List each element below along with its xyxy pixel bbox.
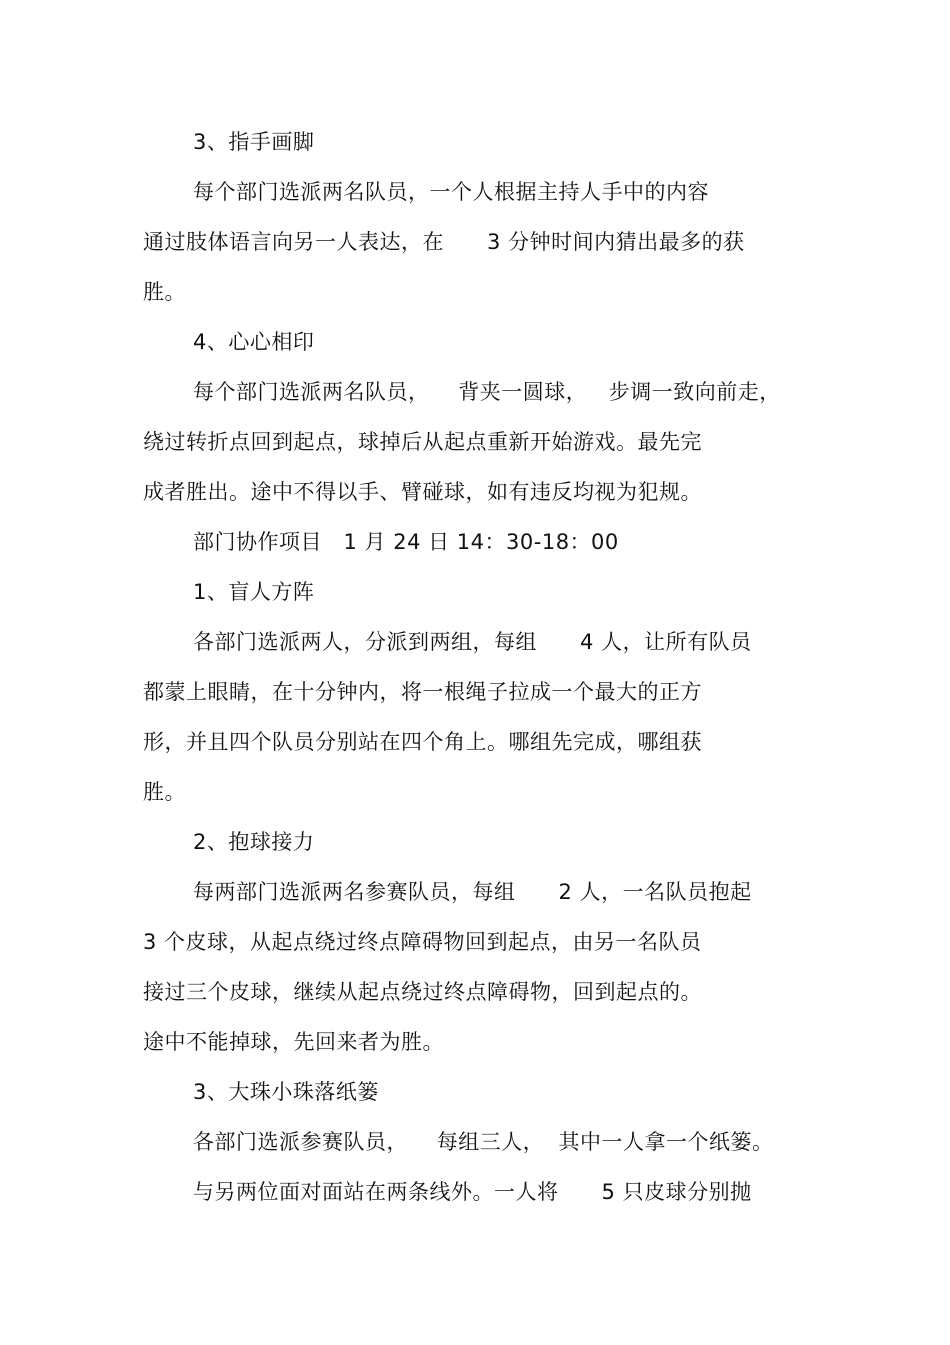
paragraph-line: 各部门选派两人，分派到两组，每组 4 人，让所有队员	[193, 630, 752, 654]
section-title: 3、大珠小珠落纸篓	[193, 1080, 379, 1104]
paragraph-line: 胜。	[143, 780, 186, 804]
section-heading: 部门协作项目 1 月 24 日 14：30-18：00	[193, 530, 619, 554]
paragraph-line: 成者胜出。途中不得以手、臂碰球，如有违反均视为犯规。	[143, 480, 702, 504]
paragraph-line: 都蒙上眼睛，在十分钟内，将一根绳子拉成一个最大的正方	[143, 680, 702, 704]
paragraph-line: 每个部门选派两名队员，一个人根据主持人手中的内容	[193, 180, 709, 204]
paragraph-line: 胜。	[143, 280, 186, 304]
section-title: 2、抱球接力	[193, 830, 315, 854]
paragraph-line: 形，并且四个队员分别站在四个角上。哪组先完成，哪组获	[143, 730, 702, 754]
paragraph-line: 绕过转折点回到起点，球掉后从起点重新开始游戏。最先完	[143, 430, 702, 454]
paragraph-line: 与另两位面对面站在两条线外。一人将 5 只皮球分别抛	[193, 1180, 752, 1204]
paragraph-line: 每个部门选派两名队员， 背夹一圆球， 步调一致向前走，	[193, 380, 781, 404]
paragraph-line: 每两部门选派两名参赛队员，每组 2 人，一名队员抱起	[193, 880, 752, 904]
paragraph-line: 接过三个皮球，继续从起点绕过终点障碍物，回到起点的。	[143, 980, 702, 1004]
paragraph-line: 途中不能掉球，先回来者为胜。	[143, 1030, 444, 1054]
paragraph-line: 各部门选派参赛队员， 每组三人， 其中一人拿一个纸篓。	[193, 1130, 774, 1154]
section-title: 3、指手画脚	[193, 130, 315, 154]
section-title: 4、心心相印	[193, 330, 315, 354]
paragraph-line: 3 个皮球，从起点绕过终点障碍物回到起点，由另一名队员	[143, 930, 702, 954]
section-title: 1、盲人方阵	[193, 580, 315, 604]
paragraph-line: 通过肢体语言向另一人表达，在 3 分钟时间内猜出最多的获	[143, 230, 745, 254]
